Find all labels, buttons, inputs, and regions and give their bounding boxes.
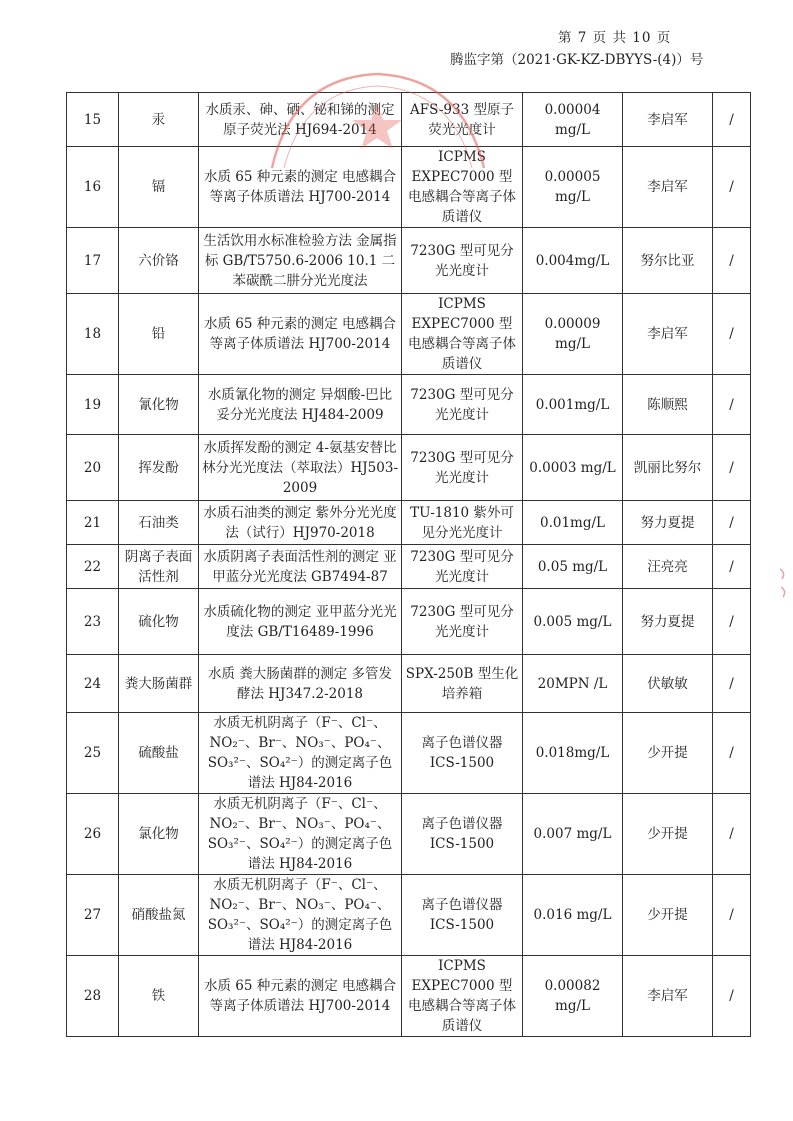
table-row bbox=[67, 228, 751, 294]
analyst: 努尔比亚 bbox=[623, 228, 713, 294]
test-item: 硫酸盐 bbox=[119, 713, 199, 794]
row-number: 18 bbox=[67, 294, 119, 375]
row-number: 19 bbox=[67, 375, 119, 435]
instrument: ICPMS EXPEC7000 型电感耦合等离子体质谱仪 bbox=[402, 956, 523, 1037]
test-method: 生活饮用水标准检验方法 金属指标 GB/T5750.6-2006 10.1 二苯碳酰二肼分光光度法 bbox=[199, 228, 402, 294]
test-item: 硫化物 bbox=[119, 589, 199, 655]
analyst: 陈顺熙 bbox=[623, 375, 713, 435]
test-item: 铁 bbox=[119, 956, 199, 1037]
instrument: 7230G 型可见分光光度计 bbox=[402, 228, 523, 294]
remark: / bbox=[713, 147, 751, 228]
table-row bbox=[67, 956, 751, 1037]
table-row bbox=[67, 589, 751, 655]
test-method: 水质石油类的测定 紫外分光光度法（试行）HJ970-2018 bbox=[199, 501, 402, 545]
test-method: 水质 65 种元素的测定 电感耦合等离子体质谱法 HJ700-2014 bbox=[199, 147, 402, 228]
detection-limit: 0.00082 mg/L bbox=[523, 956, 623, 1037]
test-item: 硝酸盐氮 bbox=[119, 875, 199, 956]
instrument: 7230G 型可见分光光度计 bbox=[402, 375, 523, 435]
instrument: 离子色谱仪器 ICS-1500 bbox=[402, 794, 523, 875]
test-item: 阴离子表面活性剂 bbox=[119, 545, 199, 589]
detection-limit: 0.005 mg/L bbox=[523, 589, 623, 655]
detection-limit: 0.007 mg/L bbox=[523, 794, 623, 875]
analyst: 少开提 bbox=[623, 875, 713, 956]
row-number: 24 bbox=[67, 655, 119, 713]
row-number: 16 bbox=[67, 147, 119, 228]
detection-limit: 0.004mg/L bbox=[523, 228, 623, 294]
table-row bbox=[67, 794, 751, 875]
table-row bbox=[67, 435, 751, 501]
remark: / bbox=[713, 93, 751, 147]
instrument: 离子色谱仪器 ICS-1500 bbox=[402, 713, 523, 794]
row-number: 22 bbox=[67, 545, 119, 589]
remark: / bbox=[713, 589, 751, 655]
table-row bbox=[67, 713, 751, 794]
test-item: 挥发酚 bbox=[119, 435, 199, 501]
test-item: 粪大肠菌群 bbox=[119, 655, 199, 713]
instrument: 7230G 型可见分光光度计 bbox=[402, 435, 523, 501]
test-method: 水质 65 种元素的测定 电感耦合等离子体质谱法 HJ700-2014 bbox=[199, 294, 402, 375]
detection-limit: 0.016 mg/L bbox=[523, 875, 623, 956]
row-number: 26 bbox=[67, 794, 119, 875]
page-number: 第 7 页 共 10 页 bbox=[558, 30, 672, 46]
test-item: 铅 bbox=[119, 294, 199, 375]
test-method: 水质挥发酚的测定 4-氨基安替比林分光光度法（萃取法）HJ503-2009 bbox=[199, 435, 402, 501]
test-method: 水质无机阴离子（F⁻、Cl⁻、NO₂⁻、Br⁻、NO₃⁻、PO₄⁻、SO₃²⁻、SO₄²⁻）的测定离子色谱法 HJ84-2016 bbox=[199, 794, 402, 875]
remark: / bbox=[713, 794, 751, 875]
row-number: 21 bbox=[67, 501, 119, 545]
table-row bbox=[67, 375, 751, 435]
table-row bbox=[67, 294, 751, 375]
analyst: 李启军 bbox=[623, 956, 713, 1037]
test-method: 水质汞、砷、硒、铋和锑的测定 原子荧光法 HJ694-2014 bbox=[199, 93, 402, 147]
remark: / bbox=[713, 545, 751, 589]
analyst: 少开提 bbox=[623, 794, 713, 875]
instrument: ICPMS EXPEC7000 型电感耦合等离子体质谱仪 bbox=[402, 147, 523, 228]
table-row bbox=[67, 875, 751, 956]
detection-limit: 0.00005 mg/L bbox=[523, 147, 623, 228]
row-number: 23 bbox=[67, 589, 119, 655]
test-item: 氯化物 bbox=[119, 794, 199, 875]
remark: / bbox=[713, 294, 751, 375]
test-item: 氰化物 bbox=[119, 375, 199, 435]
detection-limit: 0.00009 mg/L bbox=[523, 294, 623, 375]
row-number: 17 bbox=[67, 228, 119, 294]
test-method: 水质 65 种元素的测定 电感耦合等离子体质谱法 HJ700-2014 bbox=[199, 956, 402, 1037]
remark: / bbox=[713, 956, 751, 1037]
row-number: 15 bbox=[67, 93, 119, 147]
test-item: 汞 bbox=[119, 93, 199, 147]
detection-limit: 0.018mg/L bbox=[523, 713, 623, 794]
analyst: 李启军 bbox=[623, 93, 713, 147]
table-row bbox=[67, 147, 751, 228]
table-row bbox=[67, 93, 751, 147]
analyst: 凯丽比努尔 bbox=[623, 435, 713, 501]
remark: / bbox=[713, 435, 751, 501]
remark: / bbox=[713, 655, 751, 713]
detection-limit: 0.0003 mg/L bbox=[523, 435, 623, 501]
row-number: 25 bbox=[67, 713, 119, 794]
instrument: 7230G 型可见分光光度计 bbox=[402, 589, 523, 655]
remark: / bbox=[713, 875, 751, 956]
analyst: 李启军 bbox=[623, 294, 713, 375]
table-row bbox=[67, 545, 751, 589]
page-edge-mark bbox=[778, 565, 790, 605]
instrument: 7230G 型可见分光光度计 bbox=[402, 545, 523, 589]
detection-limit: 0.05 mg/L bbox=[523, 545, 623, 589]
detection-limit: 0.001mg/L bbox=[523, 375, 623, 435]
table-row bbox=[67, 501, 751, 545]
test-method: 水质氰化物的测定 异烟酸-巴比妥分光光度法 HJ484-2009 bbox=[199, 375, 402, 435]
detection-limit: 20MPN /L bbox=[523, 655, 623, 713]
test-item: 镉 bbox=[119, 147, 199, 228]
test-method: 水质阴离子表面活性剂的测定 亚甲蓝分光光度法 GB7494-87 bbox=[199, 545, 402, 589]
detection-limit: 0.01mg/L bbox=[523, 501, 623, 545]
instrument: 离子色谱仪器 ICS-1500 bbox=[402, 875, 523, 956]
analyst: 努力夏提 bbox=[623, 589, 713, 655]
table-row bbox=[67, 655, 751, 713]
test-item: 六价铬 bbox=[119, 228, 199, 294]
remark: / bbox=[713, 228, 751, 294]
analyst: 汪亮亮 bbox=[623, 545, 713, 589]
analyst: 伏敏敏 bbox=[623, 655, 713, 713]
test-method: 水质 粪大肠菌群的测定 多管发酵法 HJ347.2-2018 bbox=[199, 655, 402, 713]
instrument: AFS-933 型原子荧光光度计 bbox=[402, 93, 523, 147]
remark: / bbox=[713, 375, 751, 435]
test-method: 水质硫化物的测定 亚甲蓝分光光度法 GB/T16489-1996 bbox=[199, 589, 402, 655]
test-methods-table bbox=[66, 92, 751, 1037]
test-method: 水质无机阴离子（F⁻、Cl⁻、NO₂⁻、Br⁻、NO₃⁻、PO₄⁻、SO₃²⁻、SO₄²⁻）的测定离子色谱法 HJ84-2016 bbox=[199, 875, 402, 956]
row-number: 20 bbox=[67, 435, 119, 501]
remark: / bbox=[713, 713, 751, 794]
test-method: 水质无机阴离子（F⁻、Cl⁻、NO₂⁻、Br⁻、NO₃⁻、PO₄⁻、SO₃²⁻、SO₄²⁻）的测定离子色谱法 HJ84-2016 bbox=[199, 713, 402, 794]
instrument: ICPMS EXPEC7000 型电感耦合等离子体质谱仪 bbox=[402, 294, 523, 375]
row-number: 28 bbox=[67, 956, 119, 1037]
remark: / bbox=[713, 501, 751, 545]
detection-limit: 0.00004 mg/L bbox=[523, 93, 623, 147]
analyst: 少开提 bbox=[623, 713, 713, 794]
instrument: TU-1810 紫外可见分光光度计 bbox=[402, 501, 523, 545]
report-number: 腾监字第（2021·GK-KZ-DBYYS-(4)）号 bbox=[450, 52, 704, 68]
test-item: 石油类 bbox=[119, 501, 199, 545]
analyst: 李启军 bbox=[623, 147, 713, 228]
analyst: 努力夏提 bbox=[623, 501, 713, 545]
row-number: 27 bbox=[67, 875, 119, 956]
instrument: SPX-250B 型生化培养箱 bbox=[402, 655, 523, 713]
